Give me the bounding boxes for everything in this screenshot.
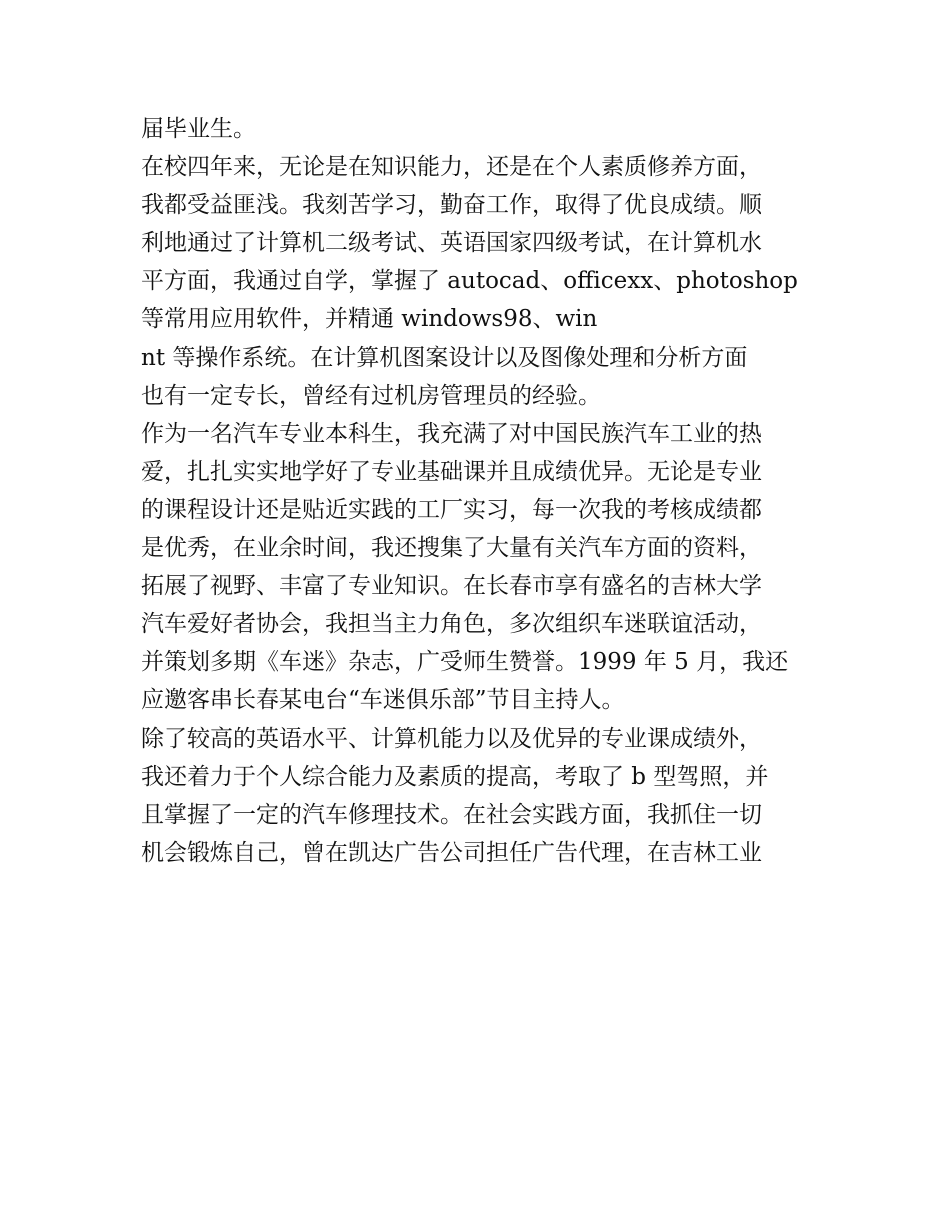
- text-line: 爱，扎扎实实地学好了专业基础课并且成绩优异。无论是专业: [141, 458, 762, 485]
- text-line: 的课程设计还是贴近实践的工厂实习，每一次我的考核成绩都: [141, 496, 762, 523]
- text-line: 作为一名汽车专业本科生，我充满了对中国民族汽车工业的热: [141, 420, 762, 447]
- text-line: 并策划多期《车迷》杂志，广受师生赞誉。1999 年 5 月，我还: [141, 649, 789, 676]
- text-line: 平方面，我通过自学，掌握了 autocad、officexx、photoshop: [141, 268, 798, 295]
- text-line: 我都受益匪浅。我刻苦学习，勤奋工作，取得了优良成绩。顺: [141, 192, 762, 219]
- text-line: 我还着力于个人综合能力及素质的提高，考取了 b 型驾照，并: [141, 763, 769, 790]
- text-line: nt 等操作系统。在计算机图案设计以及图像处理和分析方面: [141, 344, 748, 371]
- text-line: 机会锻炼自己，曾在凯达广告公司担任广告代理，在吉林工业: [141, 839, 762, 866]
- text-line: 在校四年来，无论是在知识能力，还是在个人素质修养方面，: [141, 154, 762, 181]
- text-line: 应邀客串长春某电台“车迷俱乐部”节目主持人。: [141, 687, 625, 714]
- text-line: 也有一定专长，曾经有过机房管理员的经验。: [141, 382, 601, 409]
- text-line: 汽车爱好者协会，我担当主力角色，多次组织车迷联谊活动，: [141, 611, 762, 638]
- text-line: 除了较高的英语水平、计算机能力以及优异的专业课成绩外，: [141, 725, 762, 752]
- text-line: 利地通过了计算机二级考试、英语国家四级考试，在计算机水: [141, 230, 762, 257]
- text-line: 等常用应用软件，并精通 windows98、win: [141, 306, 598, 333]
- text-line: 届毕业生。: [141, 116, 256, 142]
- text-line: 是优秀，在业余时间，我还搜集了大量有关汽车方面的资料，: [141, 535, 762, 562]
- text-line: 拓展了视野、丰富了专业知识。在长春市享有盛名的吉林大学: [141, 573, 762, 600]
- text-line: 且掌握了一定的汽车修理技术。在社会实践方面，我抓住一切: [141, 801, 762, 828]
- document-body: [141, 110, 831, 872]
